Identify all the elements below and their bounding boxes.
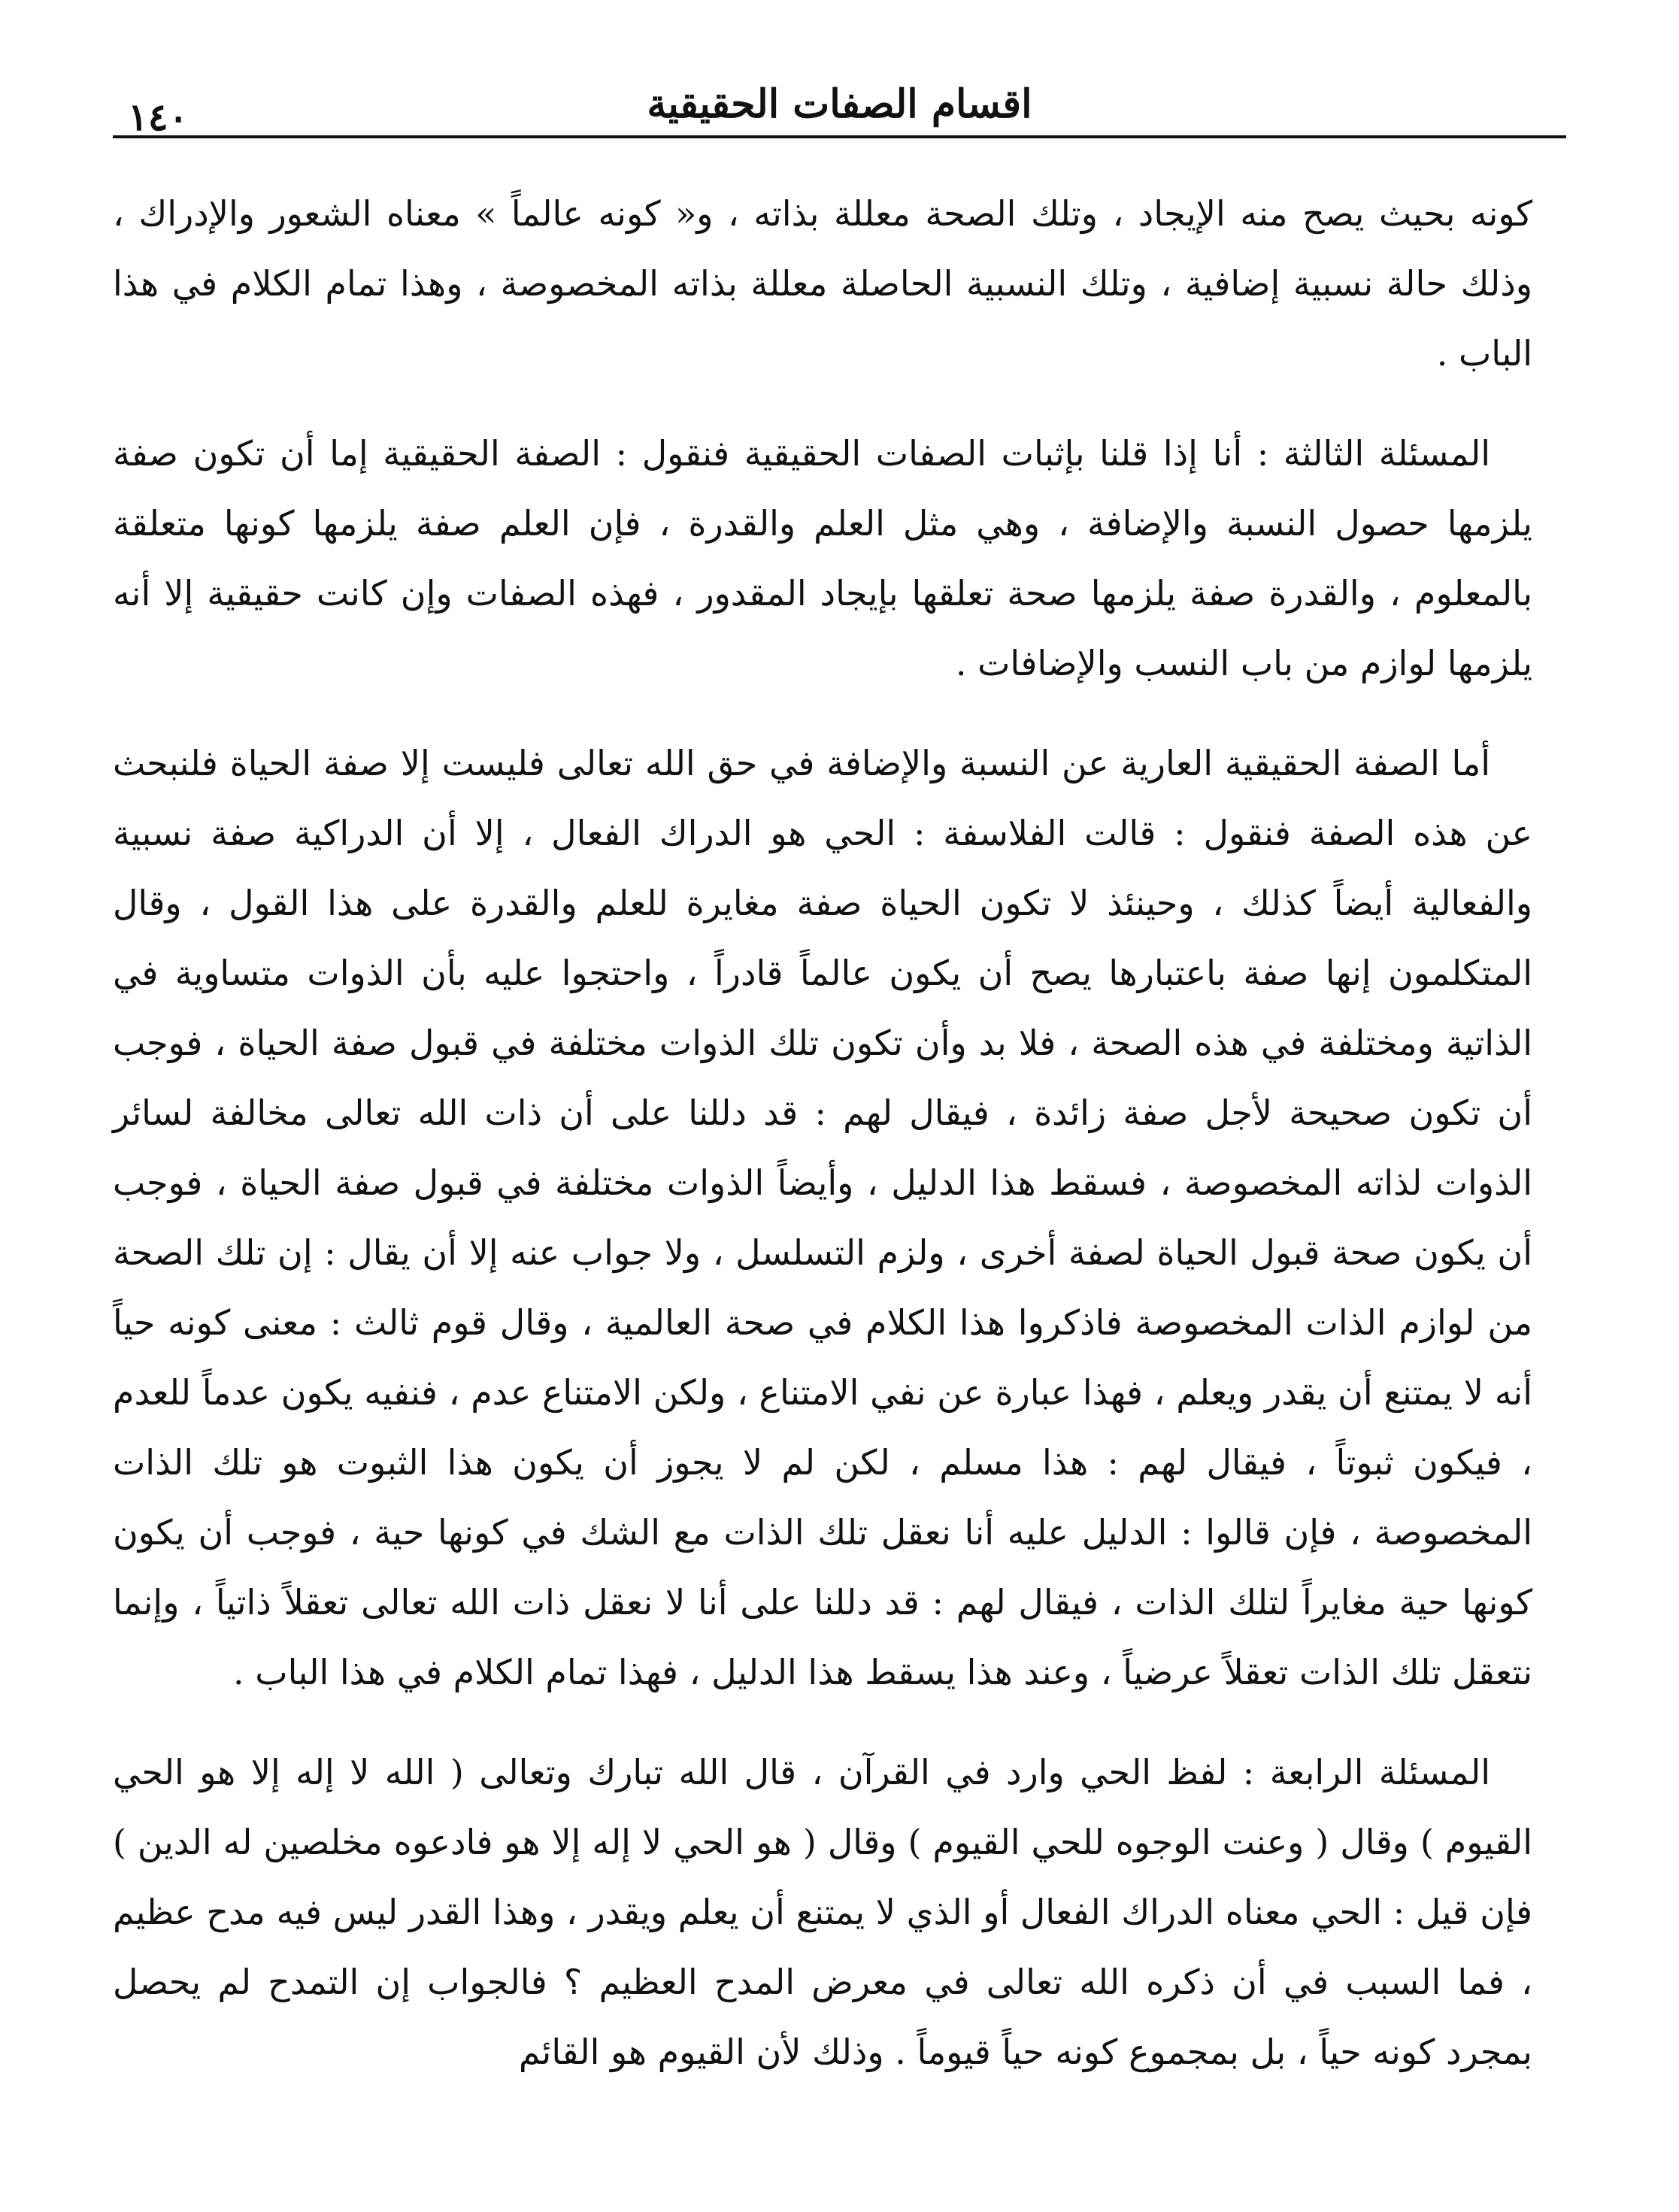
paragraph-third-issue: المسئلة الثالثة : أنا إذا قلنا بإثبات الصفات الحقيقية فنقول : الصفة الحقيقية إما أن تكون صفة يلزمها حصول النسبة والإضافة ، وهي مثل العلم والقدرة ، فإن العلم صفة يلزمها كونها متعلقة بالمعلوم ، والقدرة صفة يلزمها صحة تعلقها بإيجاد المقدور ، فهذه الصفات وإن كانت حقيقية إلا أنه يلزمها لوازم من باب النسب والإضافات . xyxy=(113,433,1532,683)
page-header xyxy=(113,75,1566,138)
paragraph-continuation: كونه بحيث يصح منه الإيجاد ، وتلك الصحة معللة بذاته ، و« كونه عالماً » معناه الشعور والإدراك ، وذلك حالة نسبية إضافية ، وتلك النسبية الحاصلة معللة بذاته المخصوصة ، وهذا تمام الكلام في هذا الباب . xyxy=(113,193,1532,374)
paragraph-fourth-issue: المسئلة الرابعة : لفظ الحي وارد في القرآن ، قال الله تبارك وتعالى ( الله لا إله إلا هو الحي القيوم ) وقال ( وعنت الوجوه للحي القيوم ) وقال ( هو الحي لا إله إلا هو فادعوه مخلصين له الدين ) فإن قيل : الحي معناه الدراك الفعال أو الذي لا يمتنع أن يعلم ويقدر ، وهذا القدر ليس فيه مدح عظيم ، فما السبب في أن ذكره الله تعالى في معرض المدح العظيم ؟ فالجواب إن التمدح لم يحصل بمجرد كونه حياً ، بل بمجموع كونه حياً قيوماً . وذلك لأن القيوم هو القائم xyxy=(113,1752,1532,2072)
body-text xyxy=(113,179,1532,2087)
running-title: اقسام الصفات الحقيقية xyxy=(647,81,1032,127)
page-number: ١٤٠ xyxy=(128,95,189,139)
paragraph-life-attribute: أما الصفة الحقيقية العارية عن النسبة والإضافة في حق الله تعالى فليست إلا صفة الحياة فلنبحث عن هذه الصفة فنقول : قالت الفلاسفة : الحي هو الدراك الفعال ، إلا أن الدراكية صفة نسبية والفعالية أيضاً كذلك ، وحينئذ لا تكون الحياة صفة مغايرة للعلم والقدرة على هذا القول ، وقال المتكلمون إنها صفة باعتبارها يصح أن يكون عالماً قادراً ، واحتجوا عليه بأن الذوات متساوية في الذاتية ومختلفة في هذه الصحة ، فلا بد وأن تكون تلك الذوات مختلفة في قبول صفة الحياة ، فوجب أن تكون صحيحة لأجل صفة زائدة ، فيقال لهم : قد دللنا على أن ذات الله تعالى مخالفة لسائر الذوات لذاته المخصوصة ، فسقط هذا الدليل ، وأيضاً الذوات مختلفة في قبول صفة الحياة ، فوجب أن يكون صحة قبول الحياة لصفة أخرى ، ولزم التسلسل ، ولا جواب عنه إلا أن يقال : إن تلك الصحة من لوازم الذات المخصوصة فاذكروا هذا الكلام في صحة العالمية ، وقال قوم ثالث : معنى كونه حياً أنه لا يمتنع أن يقدر ويعلم ، فهذا عبارة عن نفي الامتناع ، ولكن الامتناع عدم ، فنفيه يكون عدماً للعدم ، فيكون ثبوتاً ، فيقال لهم : هذا مسلم ، لكن لم لا يجوز أن يكون هذا الثبوت هو تلك الذات المخصوصة ، فإن قالوا : الدليل عليه أنا نعقل تلك الذات مع الشك في كونها حية ، فوجب أن يكون كونها حية مغايراً لتلك الذات ، فيقال لهم : قد دللنا على أنا لا نعقل ذات الله تعالى تعقلاً ذاتياً ، وإنما نتعقل تلك الذات تعقلاً عرضياً ، وعند هذا يسقط هذا الدليل ، فهذا تمام الكلام في هذا الباب . xyxy=(113,743,1533,1692)
